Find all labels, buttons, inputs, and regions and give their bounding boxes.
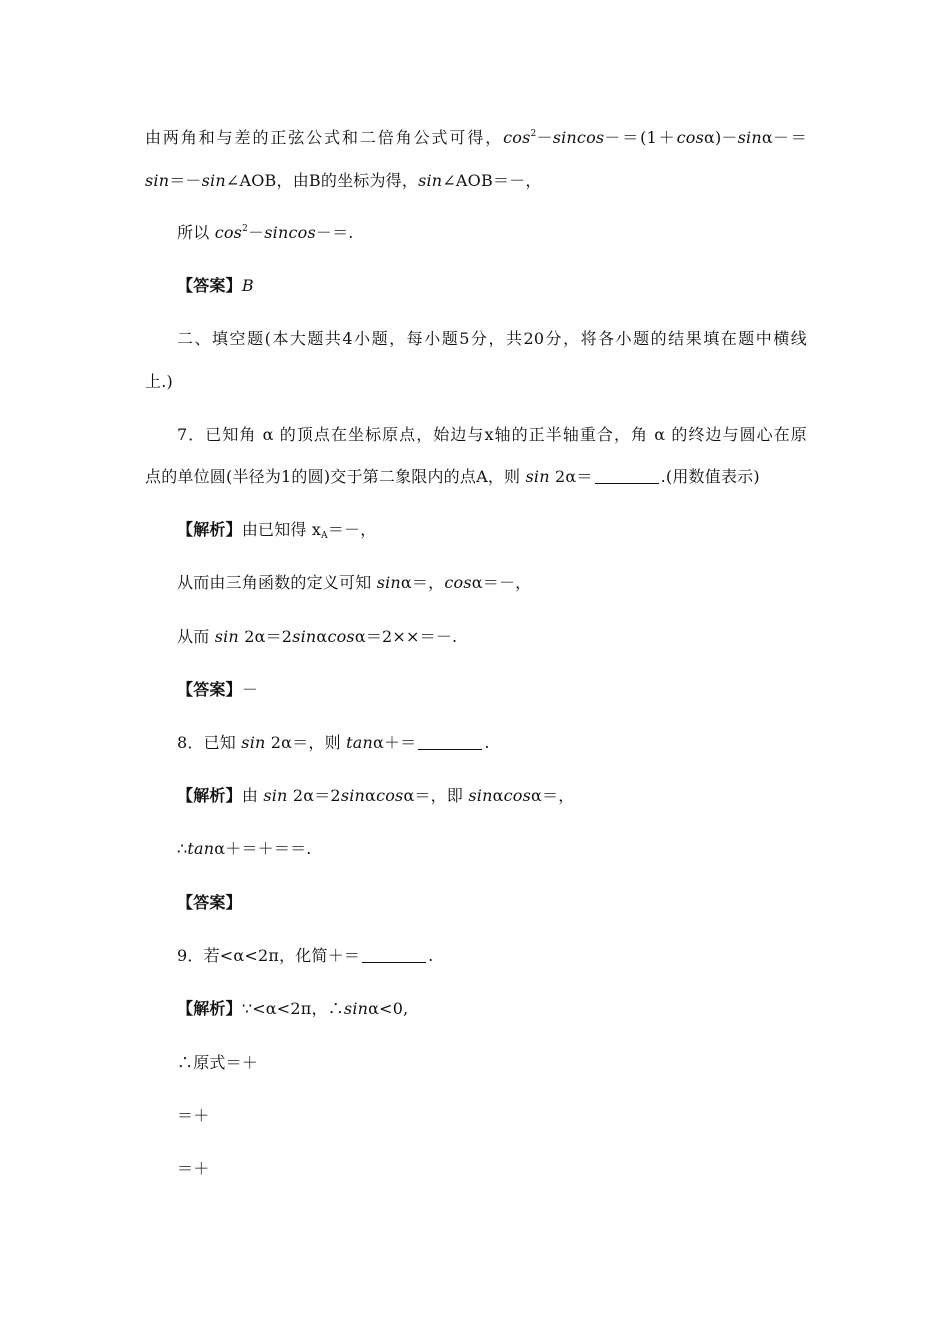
math-sin: sin bbox=[201, 171, 226, 190]
answer-label: 【答案】 bbox=[177, 893, 242, 912]
text: ＝－ bbox=[169, 171, 202, 190]
math-cos: cos bbox=[503, 786, 532, 805]
q9-analysis-line3: ＝＋ bbox=[177, 1106, 210, 1125]
text: 2α＝ bbox=[549, 467, 593, 486]
text: －＝. bbox=[315, 223, 354, 242]
math-sin: sin bbox=[145, 171, 170, 190]
text: . bbox=[484, 733, 490, 752]
math-tan: tan bbox=[187, 839, 215, 858]
analysis-label: 【解析】 bbox=[177, 520, 242, 539]
answer-value: B bbox=[241, 276, 254, 295]
text: α＝，即 bbox=[403, 786, 469, 805]
math-cos: cos bbox=[327, 627, 355, 646]
text: － bbox=[248, 223, 265, 242]
text: －＝(1＋ bbox=[604, 128, 677, 147]
text: ∠AOB＝－， bbox=[442, 171, 542, 190]
answer-blank bbox=[362, 948, 426, 963]
answer-label: 【答案】 bbox=[177, 276, 242, 295]
text: α＋＝ bbox=[372, 733, 417, 752]
text: α＋＝＋＝＝. bbox=[214, 839, 312, 858]
text: α)－ bbox=[703, 128, 738, 147]
text: 2α＝，则 bbox=[265, 733, 347, 752]
q9-analysis-line4: ＝＋ bbox=[177, 1159, 210, 1178]
q8-analysis-line1 bbox=[177, 785, 574, 807]
math-sin: sin bbox=[737, 128, 762, 147]
q7-analysis-line2 bbox=[177, 572, 531, 594]
text: 8．已知 bbox=[177, 733, 242, 752]
solution6-line3 bbox=[177, 222, 354, 244]
section2-heading-line1: 二、填空题(本大题共4小题，每小题5分，共20分，将各小题的结果填在题中横线 bbox=[177, 329, 807, 348]
q7-analysis-line1 bbox=[177, 519, 376, 541]
text: 点的单位圆(半径为1的圆)交于第二象限内的点A，则 bbox=[145, 467, 526, 486]
exponent: 2 bbox=[242, 224, 249, 234]
text: α bbox=[365, 786, 377, 805]
text: α<0, bbox=[368, 999, 409, 1018]
math-sin: sin bbox=[468, 786, 493, 805]
math-sin: sin bbox=[292, 627, 317, 646]
section2-heading-line2: 上.) bbox=[145, 372, 173, 391]
exponent: 2 bbox=[530, 129, 537, 139]
answer-value: － bbox=[241, 680, 259, 699]
solution6-line2 bbox=[145, 170, 542, 192]
math-cos: cos bbox=[503, 128, 531, 147]
q8-stem bbox=[177, 732, 490, 754]
answer-label: 【答案】 bbox=[177, 680, 242, 699]
text: 由 bbox=[241, 786, 264, 805]
text: ∴ bbox=[177, 839, 188, 858]
q7-stem-line1: 7．已知角 α 的顶点在坐标原点，始边与x轴的正半轴重合，角 α 的终边与圆心在原 bbox=[177, 425, 807, 444]
analysis-label: 【解析】 bbox=[177, 786, 242, 805]
math-sin: sin bbox=[343, 999, 369, 1018]
text: 由已知得 x bbox=[241, 520, 322, 539]
math-sincos: sincos bbox=[264, 223, 316, 242]
q9-analysis-line1 bbox=[177, 998, 408, 1020]
text: ∵<α<2π，∴ bbox=[241, 999, 344, 1018]
math-sin: sin bbox=[418, 171, 443, 190]
text: α＝2××＝－. bbox=[354, 627, 458, 646]
text: 9．若<α<2π，化简＋＝ bbox=[177, 946, 361, 965]
q7-stem-line2 bbox=[145, 466, 760, 488]
q7-analysis-line3 bbox=[177, 626, 457, 648]
math-sin: sin bbox=[263, 786, 288, 805]
text: － bbox=[536, 128, 553, 147]
text: α＝， bbox=[531, 786, 575, 805]
answer-blank bbox=[595, 469, 659, 484]
text: α bbox=[316, 627, 328, 646]
text: ＝－， bbox=[327, 520, 377, 539]
math-sin: sin bbox=[214, 627, 239, 646]
math-sin: sin bbox=[376, 573, 401, 592]
solution6-answer bbox=[177, 275, 254, 297]
text: 2α＝2 bbox=[287, 786, 341, 805]
solution6-line1 bbox=[145, 127, 807, 149]
analysis-label: 【解析】 bbox=[177, 999, 242, 1018]
text: ∠AOB，由B的坐标为得， bbox=[225, 171, 419, 190]
q9-stem bbox=[177, 945, 433, 967]
q7-answer bbox=[177, 679, 258, 701]
q8-analysis-line2 bbox=[177, 838, 312, 860]
math-sin: sin bbox=[241, 733, 266, 752]
math-sin: sin bbox=[340, 786, 366, 805]
text: α＝， bbox=[400, 573, 445, 592]
text: α bbox=[492, 786, 504, 805]
math-cos: cos bbox=[376, 786, 404, 805]
text: α＝－， bbox=[471, 573, 532, 592]
math-cos: cos bbox=[444, 573, 472, 592]
text: .(用数值表示) bbox=[660, 467, 760, 486]
math-tan: tan bbox=[346, 733, 373, 752]
answer-blank bbox=[418, 735, 482, 750]
math-sincos: sincos bbox=[552, 128, 605, 147]
text: . bbox=[428, 946, 434, 965]
math-cos: cos bbox=[214, 223, 243, 242]
text: 所以 bbox=[177, 223, 215, 242]
q9-analysis-line2: ∴原式＝＋ bbox=[177, 1053, 259, 1072]
q8-answer bbox=[177, 892, 242, 914]
text: α－＝ bbox=[761, 128, 807, 147]
text: 由两角和与差的正弦公式和二倍角公式可得， bbox=[145, 128, 504, 147]
subscript: A bbox=[321, 531, 328, 541]
math-cos: cos bbox=[676, 128, 704, 147]
math-sin: sin bbox=[525, 467, 550, 486]
text: 从而 bbox=[177, 627, 215, 646]
text: 从而由三角函数的定义可知 bbox=[177, 573, 377, 592]
text: 2α＝2 bbox=[238, 627, 293, 646]
